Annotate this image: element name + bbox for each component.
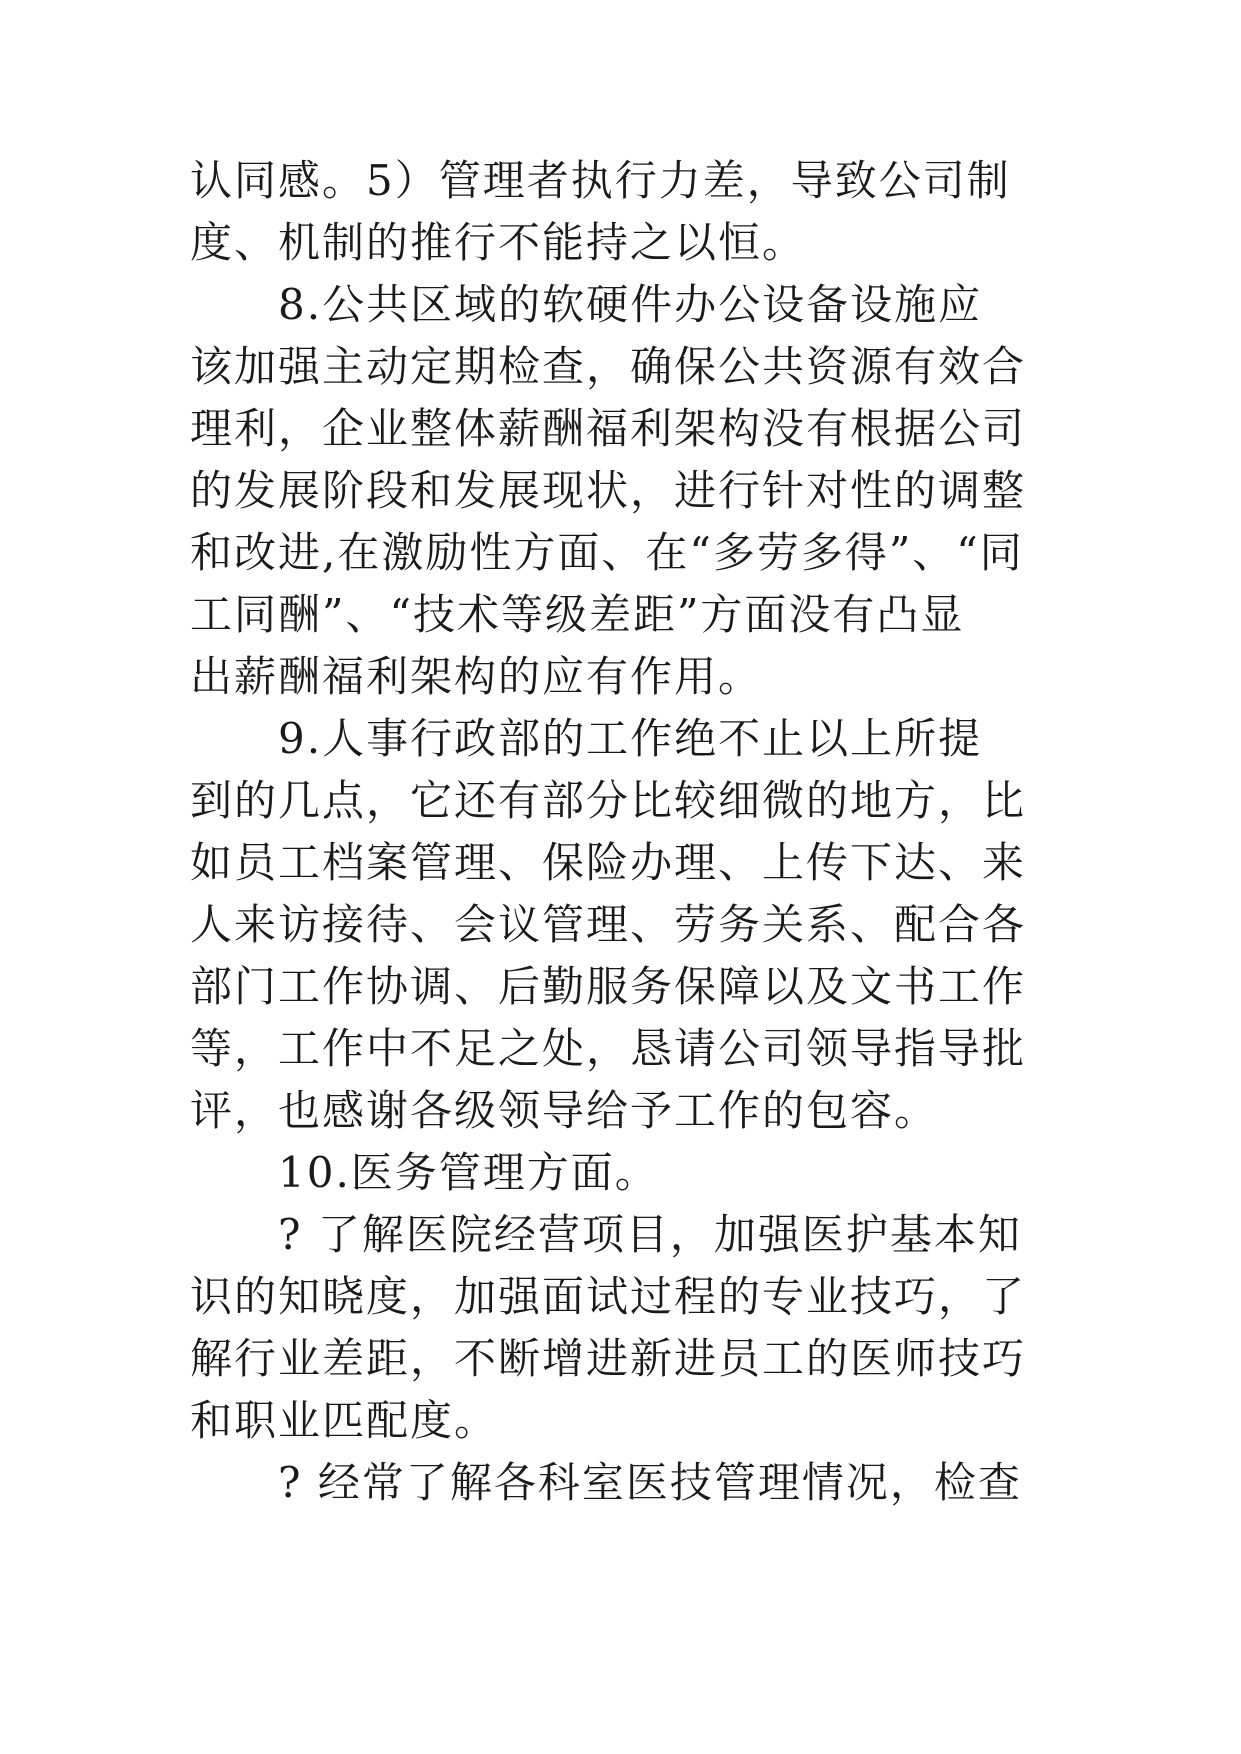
section-heading-line: 10.医务管理方面。 [278, 1148, 659, 1197]
text-line: 等，工作中不足之处，恳请公司领导指导批 [190, 1024, 1027, 1073]
text-line: 和改进,在激励性方面、在“多劳多得”、“同 [190, 528, 1024, 577]
text-line: 如员工档案管理、保险办理、上传下达、来 [190, 838, 1027, 887]
paragraph-start-line: ? 经常了解各科室医技管理情况，检查 [278, 1458, 1022, 1507]
text-line: 工同酬”、“技术等级差距”方面没有凸显 [190, 590, 965, 639]
document-body [190, 150, 1070, 1514]
text-line: 该加强主动定期检查，确保公共资源有效合 [190, 342, 1027, 391]
text-line: 识的知晓度，加强面试过程的专业技巧，了 [190, 1272, 1027, 1321]
text-line: 度、机制的推行不能持之以恒。 [190, 218, 807, 267]
paragraph-start-line: ? 了解医院经营项目，加强医护基本知 [278, 1210, 1022, 1259]
text-line: 评，也感谢各级领导给予工作的包容。 [190, 1086, 939, 1135]
text-line: 部门工作协调、后勤服务保障以及文书工作 [190, 962, 1027, 1011]
text-line: 到的几点，它还有部分比较细微的地方，比 [190, 776, 1027, 825]
text-line: 解行业差距，不断增进新进员工的医师技巧 [190, 1334, 1027, 1383]
text-line: 和职业匹配度。 [190, 1396, 499, 1445]
paragraph-start-line: 9.人事行政部的工作绝不止以上所提 [278, 714, 983, 763]
text-line: 人来访接待、会议管理、劳务关系、配合各 [190, 900, 1027, 949]
text-line: 的发展阶段和发展现状，进行针对性的调整 [190, 466, 1027, 515]
paragraph-start-line: 8.公共区域的软硬件办公设备设施应 [278, 280, 983, 329]
text-line: 认同感。5）管理者执行力差，导致公司制 [190, 156, 1011, 205]
text-line: 出薪酬福利架构的应有作用。 [190, 652, 763, 701]
text-line: 理利，企业整体薪酬福利架构没有根据公司 [190, 404, 1027, 453]
